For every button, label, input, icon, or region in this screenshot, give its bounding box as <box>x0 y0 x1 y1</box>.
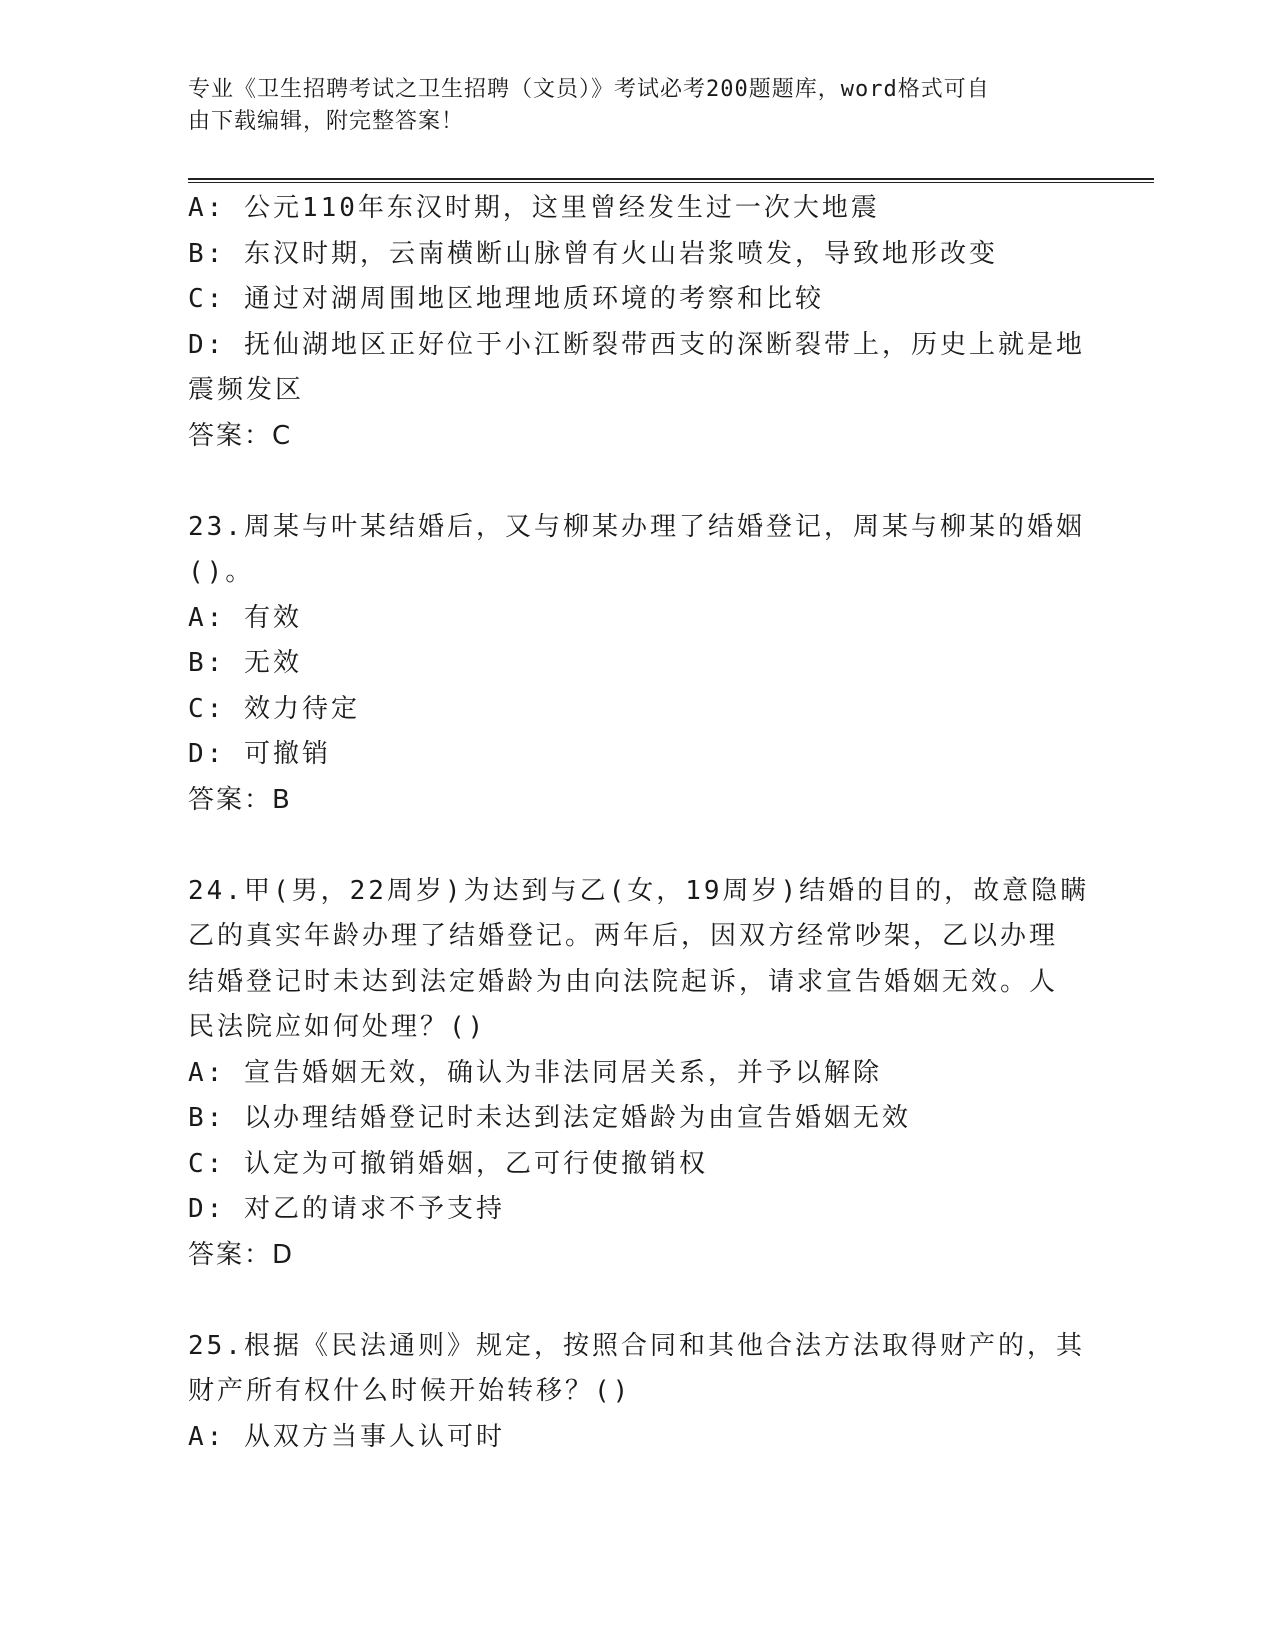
option-d: D: 可撤销 <box>188 739 331 769</box>
question-stem: 25.根据《民法通则》规定，按照合同和其他合法方法取得财产的，其 <box>188 1330 1085 1361</box>
question-stem-continued: ()。 <box>188 557 255 587</box>
option-a: A: 从双方当事人认可时 <box>188 1421 505 1452</box>
option-a: A: 公元110年东汉时期，这里曾经发生过一次大地震 <box>188 193 880 223</box>
header-divider <box>188 178 1154 183</box>
option-b: B: 以办理结婚登记时未达到法定婚龄为由宣告婚姻无效 <box>188 1103 911 1133</box>
document-header <box>188 74 1068 138</box>
question-22 <box>188 186 1088 459</box>
question-23 <box>188 505 1088 824</box>
header-title-line-1: 专业《卫生招聘考试之卫生招聘（文员）》考试必考200题题库，word格式可自 <box>188 77 990 102</box>
question-25 <box>188 1324 1088 1461</box>
option-a: A: 有效 <box>188 602 302 633</box>
question-spacer <box>188 1278 1088 1324</box>
answer-label: 答案：B <box>188 784 292 815</box>
question-spacer <box>188 823 1088 869</box>
option-d: D: 抚仙湖地区正好位于小江断裂带西支的深断裂带上，历史上就是地 <box>188 329 1085 360</box>
question-stem-continued: 民法院应如何处理？() <box>188 1012 487 1042</box>
question-stem: 23.周某与叶某结婚后，又与柳某办理了结婚登记，周某与柳某的婚姻 <box>188 511 1085 542</box>
option-d-continued: 震频发区 <box>188 375 305 405</box>
question-spacer <box>188 459 1088 505</box>
question-list <box>188 186 1088 1460</box>
option-a: A: 宣告婚姻无效，确认为非法同居关系，并予以解除 <box>188 1057 882 1088</box>
header-title-line-2: 由下载编辑，附完整答案！ <box>188 109 465 134</box>
option-b: B: 无效 <box>188 648 302 678</box>
option-b: B: 东汉时期，云南横断山脉曾有火山岩浆喷发，导致地形改变 <box>188 238 998 269</box>
option-c: C: 认定为可撤销婚姻，乙可行使撤销权 <box>188 1148 708 1179</box>
question-stem-continued: 结婚登记时未达到法定婚龄为由向法院起诉，请求宣告婚姻无效。人 <box>188 966 1059 997</box>
question-stem-continued: 乙的真实年龄办理了结婚登记。两年后，因双方经常吵架，乙以办理 <box>188 921 1059 951</box>
option-c: C: 通过对湖周围地区地理地质环境的考察和比较 <box>188 284 824 314</box>
question-24 <box>188 869 1088 1279</box>
question-stem: 24.甲(男，22周岁)为达到与乙(女，19周岁)结婚的目的，故意隐瞒 <box>188 875 1090 906</box>
question-stem-continued: 财产所有权什么时候开始转移？() <box>188 1376 632 1406</box>
answer-label: 答案：D <box>188 1239 295 1270</box>
answer-label: 答案：C <box>188 420 293 451</box>
option-c: C: 效力待定 <box>188 693 360 724</box>
option-d: D: 对乙的请求不予支持 <box>188 1194 505 1224</box>
